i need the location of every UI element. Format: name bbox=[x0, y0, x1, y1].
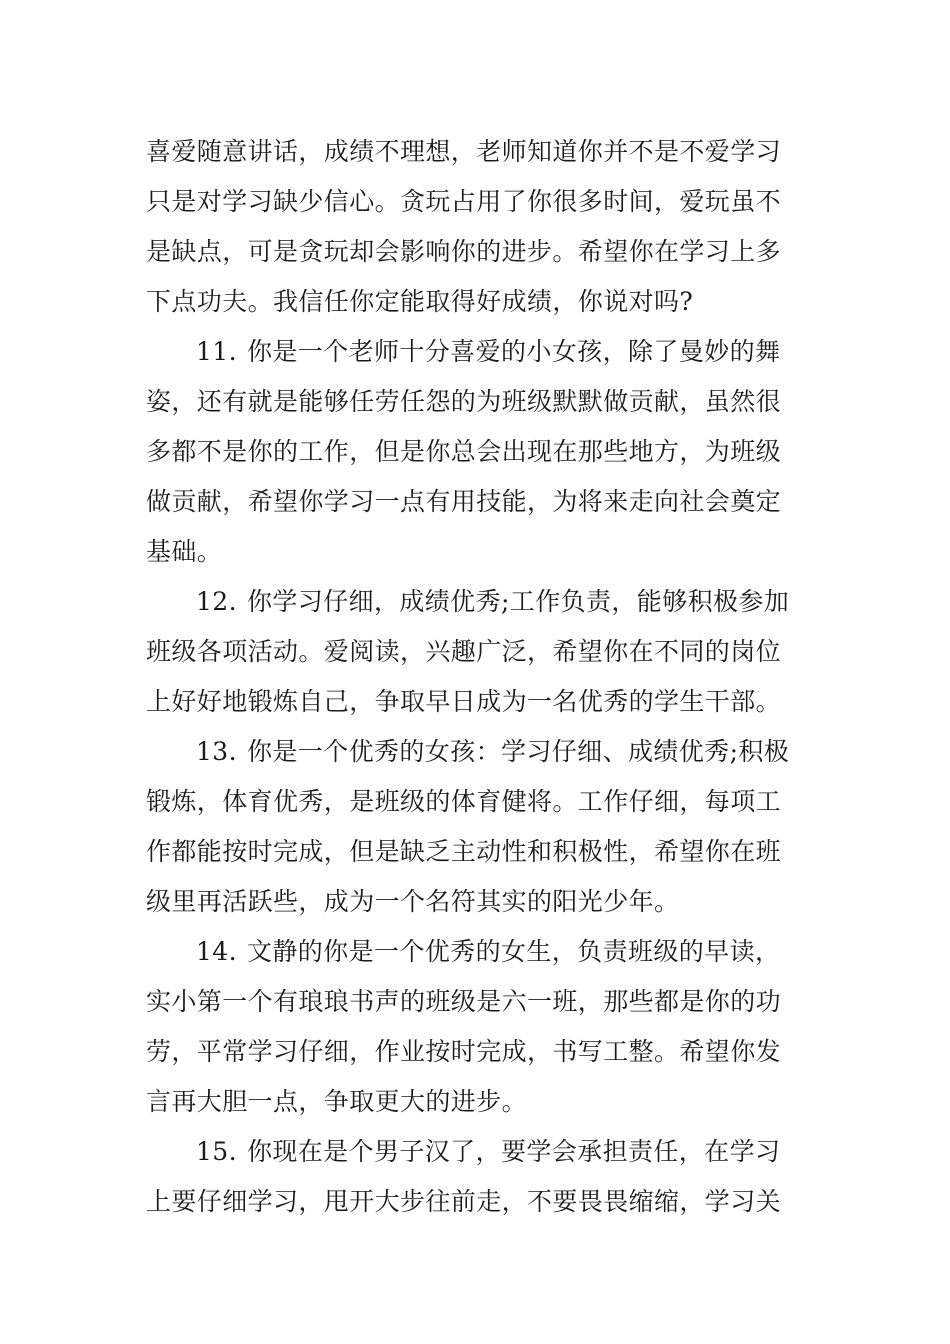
text-line: 作都能按时完成，但是缺乏主动性和积极性，希望你在班 bbox=[146, 837, 782, 866]
item-text: 文静的你是一个优秀的女生，负责班级的早读， bbox=[246, 937, 781, 966]
text-line: 劳，平常学习仔细，作业按时完成，书写工整。希望你发 bbox=[146, 1037, 782, 1066]
text-line: 下点功夫。我信任你定能取得好成绩，你说对吗? bbox=[146, 287, 694, 316]
text-line: 言再大胆一点，争取更大的进步。 bbox=[146, 1087, 528, 1116]
item-text: 你现在是个男子汉了，要学会承担责任，在学习 bbox=[246, 1137, 781, 1166]
text-line: 只是对学习缺少信心。贪玩占用了你很多时间，爱玩虽不 bbox=[146, 187, 782, 216]
paragraph-11-first-line bbox=[146, 327, 812, 377]
item-number: 15. bbox=[196, 1137, 237, 1166]
item-number: 12. bbox=[196, 587, 237, 616]
item-number: 11. bbox=[196, 337, 237, 366]
paragraph-15-first-line bbox=[146, 1127, 812, 1177]
paragraph-14-first-line bbox=[146, 927, 812, 977]
text-line: 多都不是你的工作，但是你总会出现在那些地方，为班级 bbox=[146, 437, 782, 466]
text-line: 锻炼，体育优秀，是班级的体育健将。工作仔细，每项工 bbox=[146, 787, 782, 816]
item-text: 你学习仔细，成绩优秀;工作负责，能够积极参加 bbox=[246, 587, 790, 616]
document-body bbox=[146, 127, 812, 1227]
text-line: 姿，还有就是能够任劳任怨的为班级默默做贡献，虽然很 bbox=[146, 387, 782, 416]
text-line: 喜爱随意讲话，成绩不理想，老师知道你并不是不爱学习 bbox=[146, 137, 782, 166]
item-text: 你是一个老师十分喜爱的小女孩，除了曼妙的舞 bbox=[246, 337, 781, 366]
text-line: 是缺点，可是贪玩却会影响你的进步。希望你在学习上多 bbox=[146, 237, 782, 266]
item-number: 13. bbox=[196, 737, 237, 766]
paragraph-13-first-line bbox=[146, 727, 812, 777]
text-line: 上要仔细学习，甩开大步往前走，不要畏畏缩缩，学习关 bbox=[146, 1187, 782, 1216]
item-number: 14. bbox=[196, 937, 237, 966]
text-line: 级里再活跃些，成为一个名符其实的阳光少年。 bbox=[146, 887, 680, 916]
text-line: 基础。 bbox=[146, 537, 223, 566]
text-line: 实小第一个有琅琅书声的班级是六一班，那些都是你的功 bbox=[146, 987, 782, 1016]
item-text: 你是一个优秀的女孩：学习仔细、成绩优秀;积极 bbox=[246, 737, 790, 766]
text-line: 上好好地锻炼自己，争取早日成为一名优秀的学生干部。 bbox=[146, 687, 782, 716]
text-line: 做贡献，希望你学习一点有用技能，为将来走向社会奠定 bbox=[146, 487, 782, 516]
paragraph-12-first-line bbox=[146, 577, 812, 627]
text-line: 班级各项活动。爱阅读，兴趣广泛，希望你在不同的岗位 bbox=[146, 637, 782, 666]
